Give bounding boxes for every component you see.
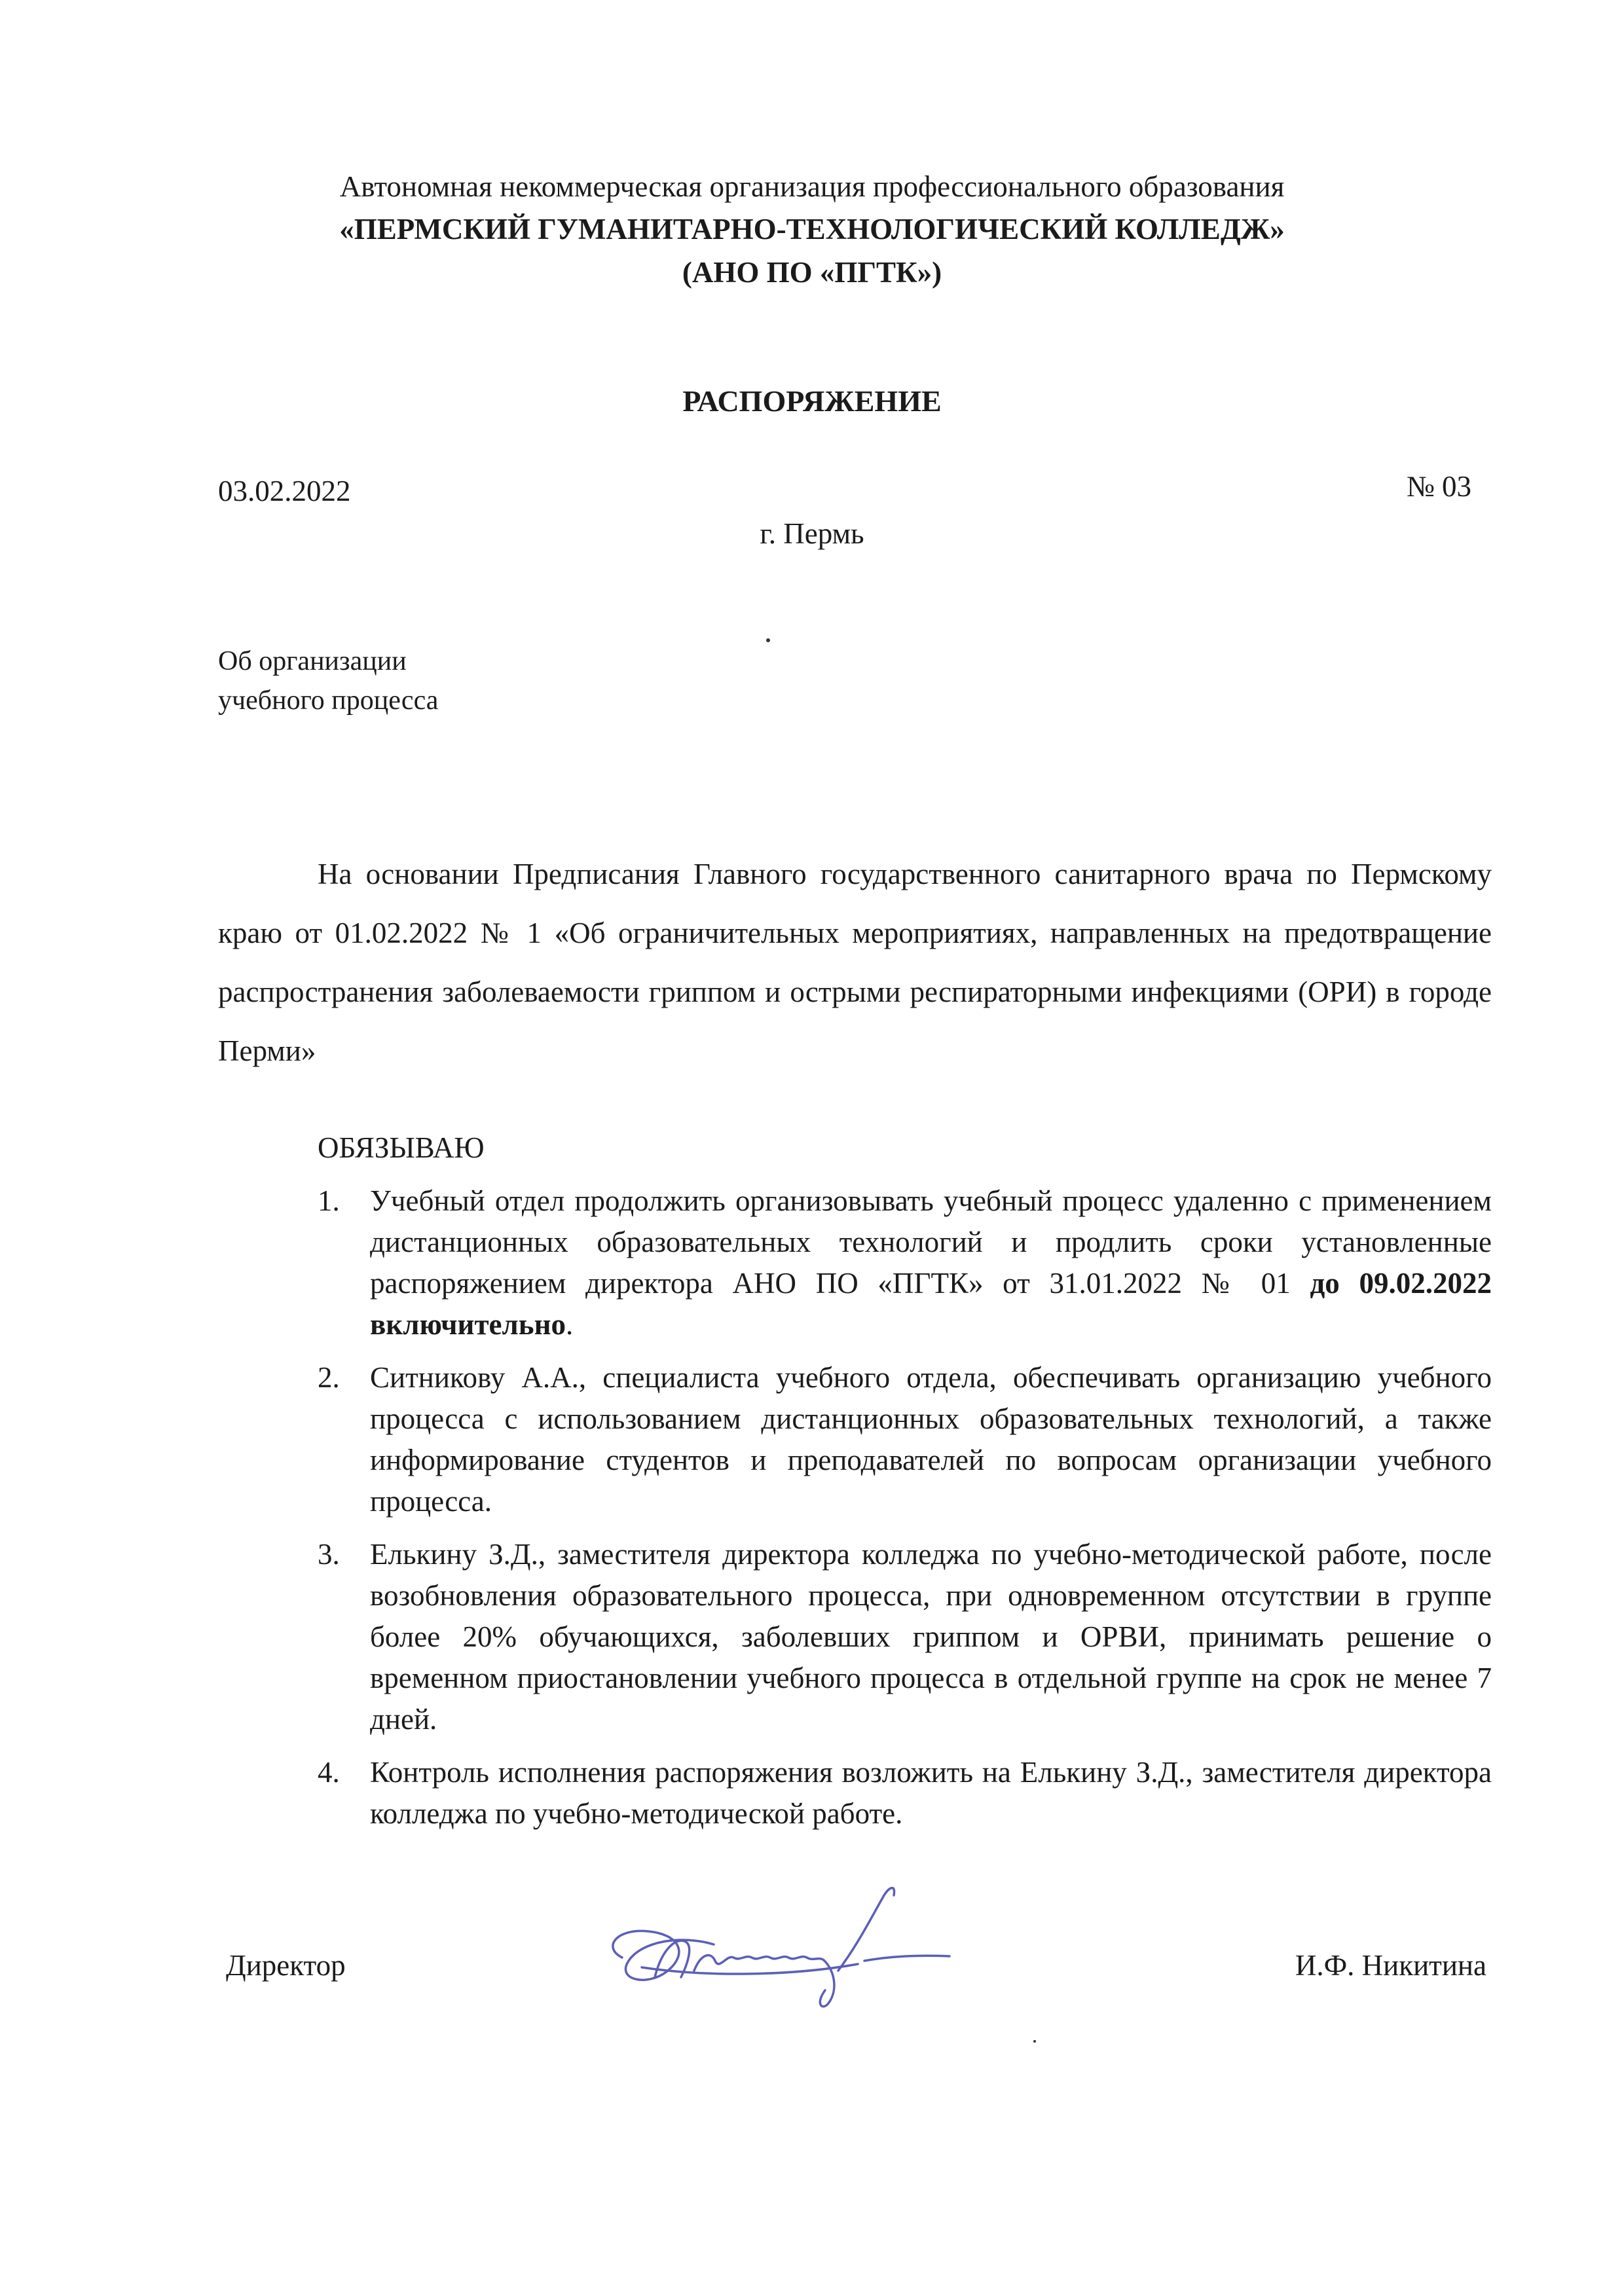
item-tail: .: [566, 1308, 574, 1341]
item-text: Елькину З.Д., заместителя директора колледжа по учебно-методической работе, после возобновления образовательного процесса, при одновременном отсутствии в группе более 20% обучающихся, заболевших гриппом и ОРВИ, принимать решение о временном приостановлении учебного процесса в отдельной группе на срок не менее 7 дней.: [370, 1538, 1492, 1736]
order-items-list: [318, 1180, 1492, 1846]
item-number: 4.: [318, 1756, 340, 1789]
item-number: 3.: [318, 1538, 340, 1571]
item-deadline: до 09.02.2022 включительно: [370, 1267, 1492, 1341]
oblige-heading: ОБЯЗЫВАЮ: [318, 1131, 485, 1164]
subject-line-1: Об организации: [218, 646, 407, 676]
college-name: «ПЕРМСКИЙ ГУМАНИТАРНО-ТЕХНОЛОГИЧЕСКИЙ КОЛЛЕДЖ»: [339, 213, 1285, 246]
list-item: [318, 1357, 1492, 1522]
item-number: 2.: [318, 1361, 340, 1394]
document-number: № 03: [1406, 470, 1471, 503]
list-item: [318, 1534, 1492, 1740]
signer-name: И.Ф. Никитина: [1295, 1949, 1486, 1982]
handwritten-signature: [576, 1872, 982, 2016]
college-abbreviation: (АНО ПО «ПГТК»): [682, 256, 942, 289]
subject-line-2: учебного процесса: [218, 685, 439, 716]
item-text: Ситникову А.А., специалиста учебного отдела, обеспечивать организацию учебного процесса с использованием дистанционных образовательных технологий, а также информирование студентов и преподавателей по вопросам организации учебного процесса.: [370, 1361, 1492, 1518]
document-date: 03.02.2022: [218, 475, 351, 507]
list-item: [318, 1180, 1492, 1345]
document-type: РАСПОРЯЖЕНИЕ: [682, 384, 942, 418]
document-subject: [218, 642, 676, 720]
item-number: 1.: [318, 1184, 340, 1217]
intro-paragraph: На основании Предписания Главного государственного санитарного врача по Пермскому краю от 01.02.2022 № 1 «Об ограничительных мероприятиях, направленных на предотвращение распространения заболеваемости гриппом и острыми респираторными инфекциями (ОРИ) в городе Перми»: [218, 858, 1492, 1067]
document-city: г. Пермь: [760, 517, 864, 550]
scan-speck: [766, 638, 770, 642]
organization-line: Автономная некоммерческая организация профессионального образования: [339, 170, 1285, 203]
signer-position: Директор: [226, 1949, 346, 1982]
item-text: Контроль исполнения распоряжения возложить на Елькину З.Д., заместителя директора колледжа по учебно-методической работе.: [370, 1756, 1492, 1830]
item-text: Учебный отдел продолжить организовывать учебный процесс удаленно с применением дистанционных образовательных технологий и продлить сроки установленные распоряжением директора АНО ПО «ПГТК» от 31.01.2022 № 01: [370, 1184, 1492, 1300]
scan-speck: [1033, 2040, 1036, 2043]
list-item: [318, 1752, 1492, 1834]
